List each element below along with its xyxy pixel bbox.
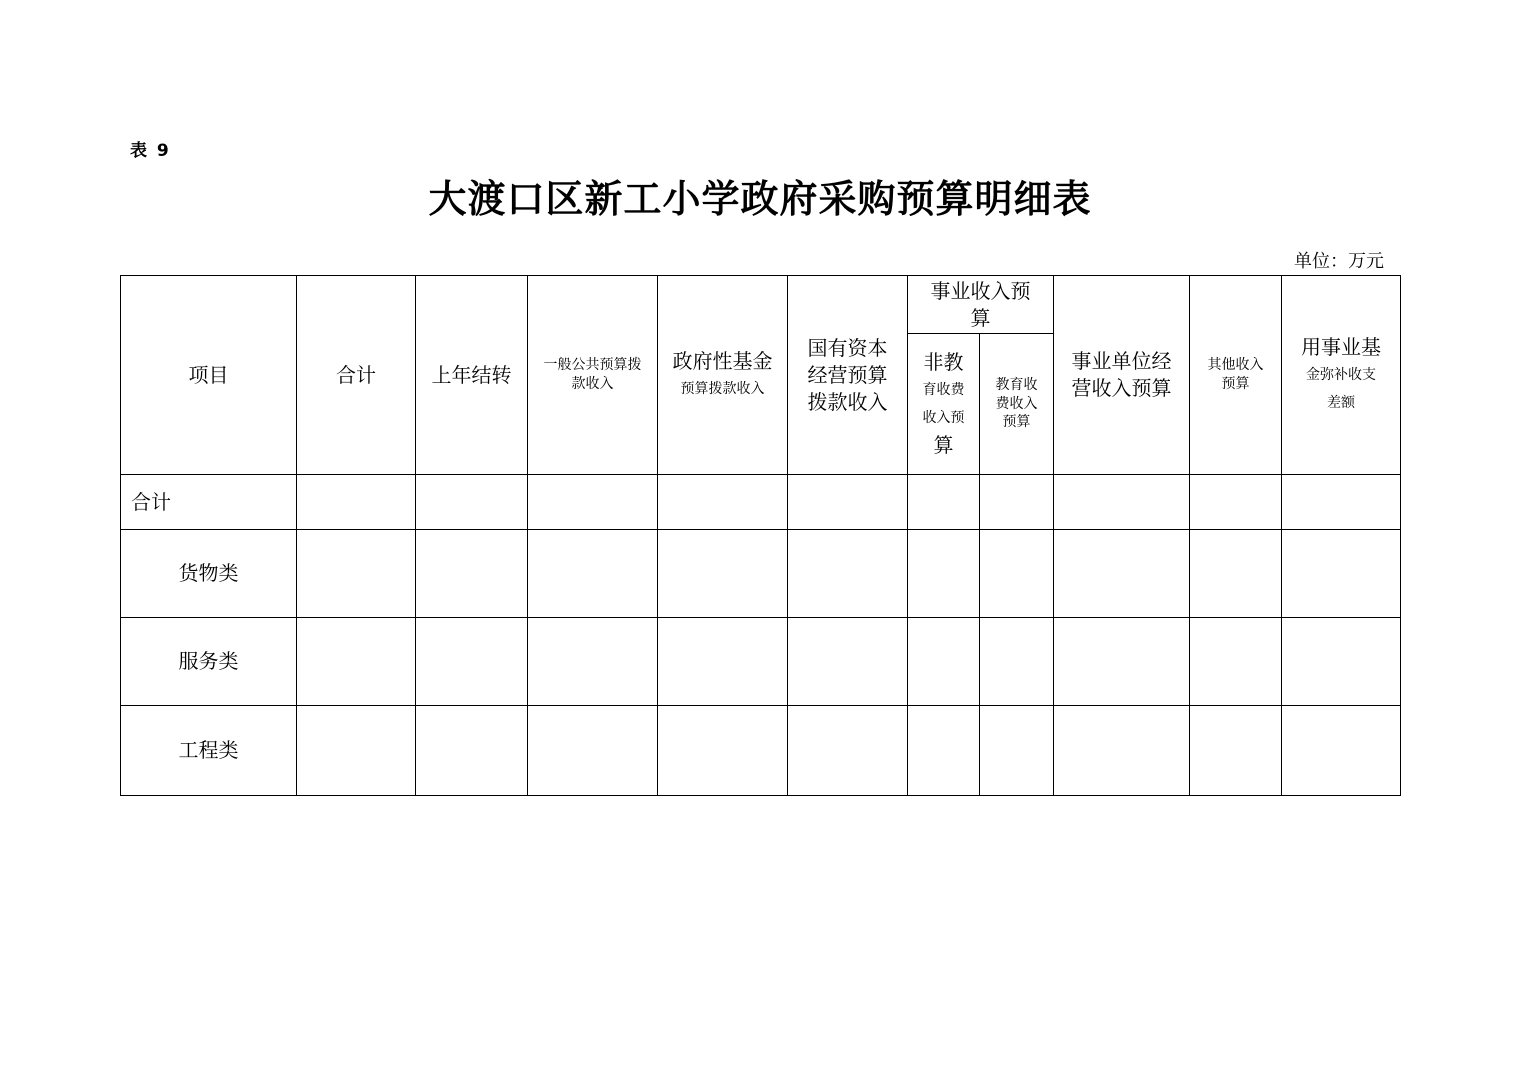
table-cell [1190, 475, 1282, 530]
table-cell [416, 706, 528, 796]
table-cell [297, 530, 416, 618]
col-header-general-budget: 一般公共预算拨款收入 [528, 276, 658, 475]
table-cell [788, 618, 908, 706]
table-cell [297, 618, 416, 706]
table-cell [788, 706, 908, 796]
row-label: 合计 [121, 475, 297, 530]
table-cell [297, 475, 416, 530]
col-header-edu-fee: 教育收费收入预算 [980, 334, 1054, 475]
table-cell [908, 618, 980, 706]
table-cell [658, 530, 788, 618]
col-header-career-income-group: 事业收入预算 [908, 276, 1054, 334]
procurement-budget-table [120, 275, 1401, 796]
gov-fund-line2: 预算拨款收入 [680, 380, 765, 397]
table-cell [1054, 475, 1190, 530]
non-edu-line3: 算 [933, 433, 954, 457]
table-cell [658, 618, 788, 706]
col-header-non-edu-fee [908, 334, 980, 475]
table-row [121, 475, 1401, 530]
col-header-operating-income: 事业单位经营收入预算 [1054, 276, 1190, 475]
non-edu-line2: 育收费收入预 [922, 382, 965, 426]
table-cell [528, 475, 658, 530]
table-cell [788, 475, 908, 530]
table-cell [1282, 475, 1401, 530]
fund-offset-line2: 金弥补收支差额 [1306, 366, 1376, 411]
table-cell [1054, 530, 1190, 618]
table-cell [980, 475, 1054, 530]
row-label: 货物类 [121, 530, 297, 618]
fund-offset-line1: 用事业基 [1301, 334, 1381, 359]
table-cell [658, 475, 788, 530]
table-row [121, 618, 1401, 706]
table-cell [1054, 618, 1190, 706]
table-cell [1054, 706, 1190, 796]
col-header-item: 项目 [121, 276, 297, 475]
table-row [121, 530, 1401, 618]
col-header-total: 合计 [297, 276, 416, 475]
table-cell [528, 618, 658, 706]
table-cell [297, 706, 416, 796]
table-cell [1190, 706, 1282, 796]
table-cell [1190, 530, 1282, 618]
table-cell [1190, 618, 1282, 706]
table-cell [528, 530, 658, 618]
table-cell [658, 706, 788, 796]
table-cell [788, 530, 908, 618]
table-cell [980, 706, 1054, 796]
col-header-state-capital: 国有资本经营预算拨款收入 [788, 276, 908, 475]
col-header-other-income: 其他收入预算 [1190, 276, 1282, 475]
table-cell [1282, 618, 1401, 706]
col-header-carryover: 上年结转 [416, 276, 528, 475]
table-cell [908, 706, 980, 796]
table-cell [908, 530, 980, 618]
unit-label: 单位：万元 [1294, 251, 1384, 272]
table-cell [1282, 530, 1401, 618]
non-edu-line1: 非教 [923, 350, 964, 374]
table-cell [528, 706, 658, 796]
gov-fund-line1: 政府性基金 [672, 348, 773, 373]
table-cell [1282, 706, 1401, 796]
table-cell [416, 618, 528, 706]
page-title: 大渡口区新工小学政府采购预算明细表 [428, 176, 1092, 221]
table-row [121, 706, 1401, 796]
col-header-gov-fund [658, 276, 788, 475]
table-cell [416, 530, 528, 618]
table-cell [416, 475, 528, 530]
table-number: 表 9 [130, 141, 171, 161]
col-header-fund-offset [1282, 276, 1401, 475]
table-cell [980, 618, 1054, 706]
table-cell [908, 475, 980, 530]
row-label: 服务类 [121, 618, 297, 706]
row-label: 工程类 [121, 706, 297, 796]
table-cell [980, 530, 1054, 618]
